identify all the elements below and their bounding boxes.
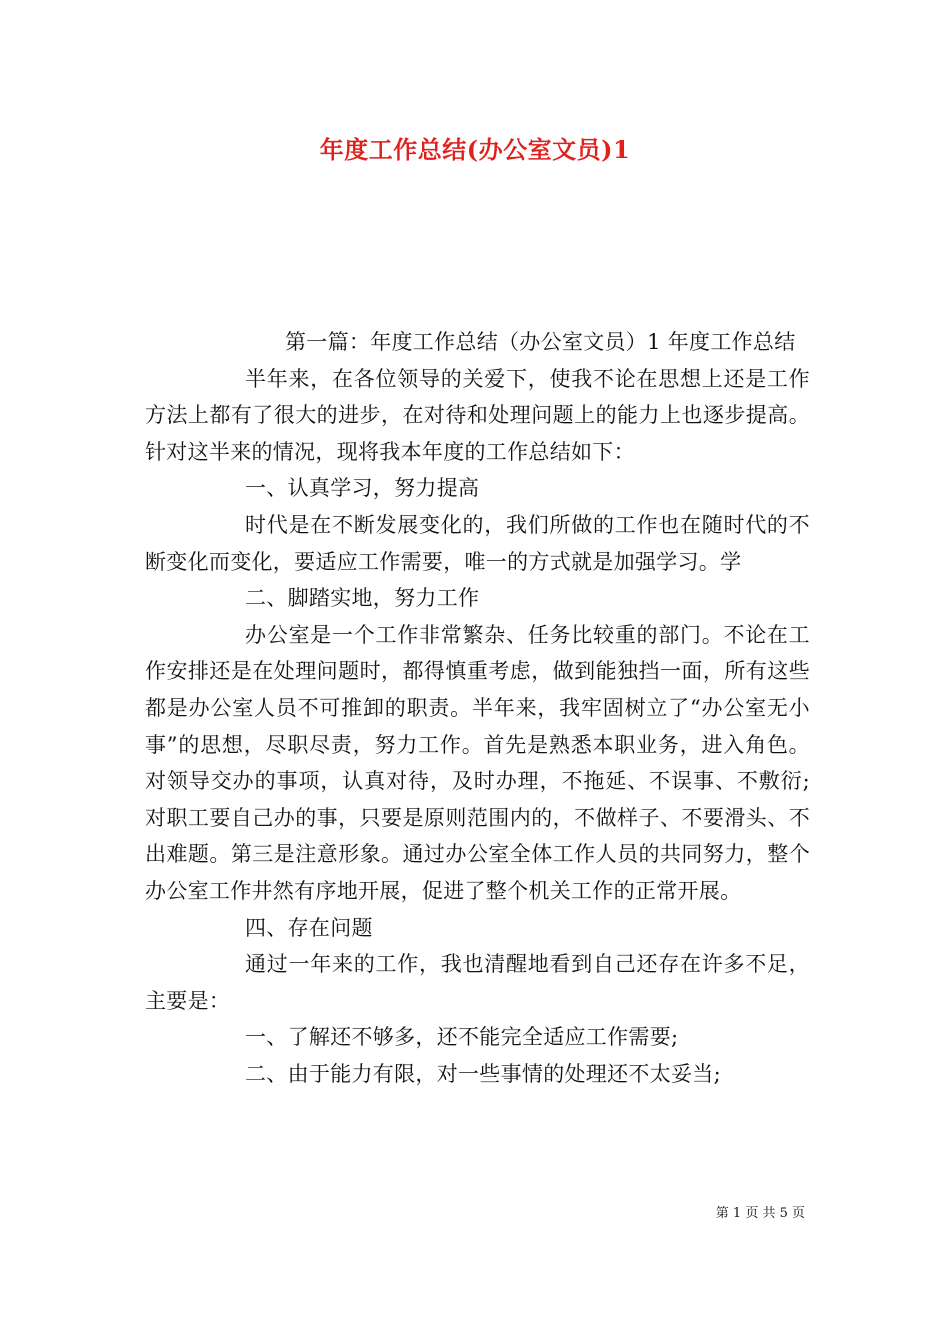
paragraph-work: 办公室是一个工作非常繁杂、任务比较重的部门。不论在工作安排还是在处理问题时，都得慎重考虑，做到能独挡一面，所有这些都是办公室人员不可推卸的职责。半年来，我牢固树立了“办公室无小事”的思想，尽职尽责，努力工作。首先是熟悉本职业务，进入角色。对领导交办的事项，认真对待，及时办理，不拖延、不误事、不敷衍;对职工要自己办的事，只要是原则范围内的，不做样子、不要滑头、不出难题。第三是注意形象。通过办公室全体工作人员的共同努力，整个办公室工作井然有序地开展，促进了整个机关工作的正常开展。 [145, 622, 810, 903]
document-subtitle: 第一篇：年度工作总结（办公室文员）1 年度工作总结 [285, 330, 796, 354]
section-heading-problems: 四、存在问题 [245, 915, 373, 940]
paragraph-intro: 半年来，在各位领导的关爱下，使我不论在思想上还是工作方法上都有了很大的进步，在对待和处理问题上的能力上也逐步提高。针对这半来的情况，现将我本年度的工作总结如下： [145, 366, 810, 464]
paragraph-study: 时代是在不断发展变化的，我们所做的工作也在随时代的不断变化而变化，要适应工作需要，唯一的方式就是加强学习。学 [145, 512, 810, 574]
page-footer: 第 1 页 共 5 页 [715, 1206, 805, 1221]
problem-item-1: 一、了解还不够多，还不能完全适应工作需要; [245, 1025, 679, 1050]
document-title: 年度工作总结(办公室文员)1 [319, 135, 631, 164]
paragraph-problems: 通过一年来的工作，我也清醒地看到自己还存在许多不足，主要是： [145, 952, 810, 1013]
document-body [145, 324, 810, 1092]
problem-item-2: 二、由于能力有限，对一些事情的处理还不太妥当; [245, 1061, 721, 1086]
section-heading-study: 一、认真学习，努力提高 [245, 476, 480, 501]
section-heading-work: 二、脚踏实地，努力工作 [245, 586, 480, 611]
